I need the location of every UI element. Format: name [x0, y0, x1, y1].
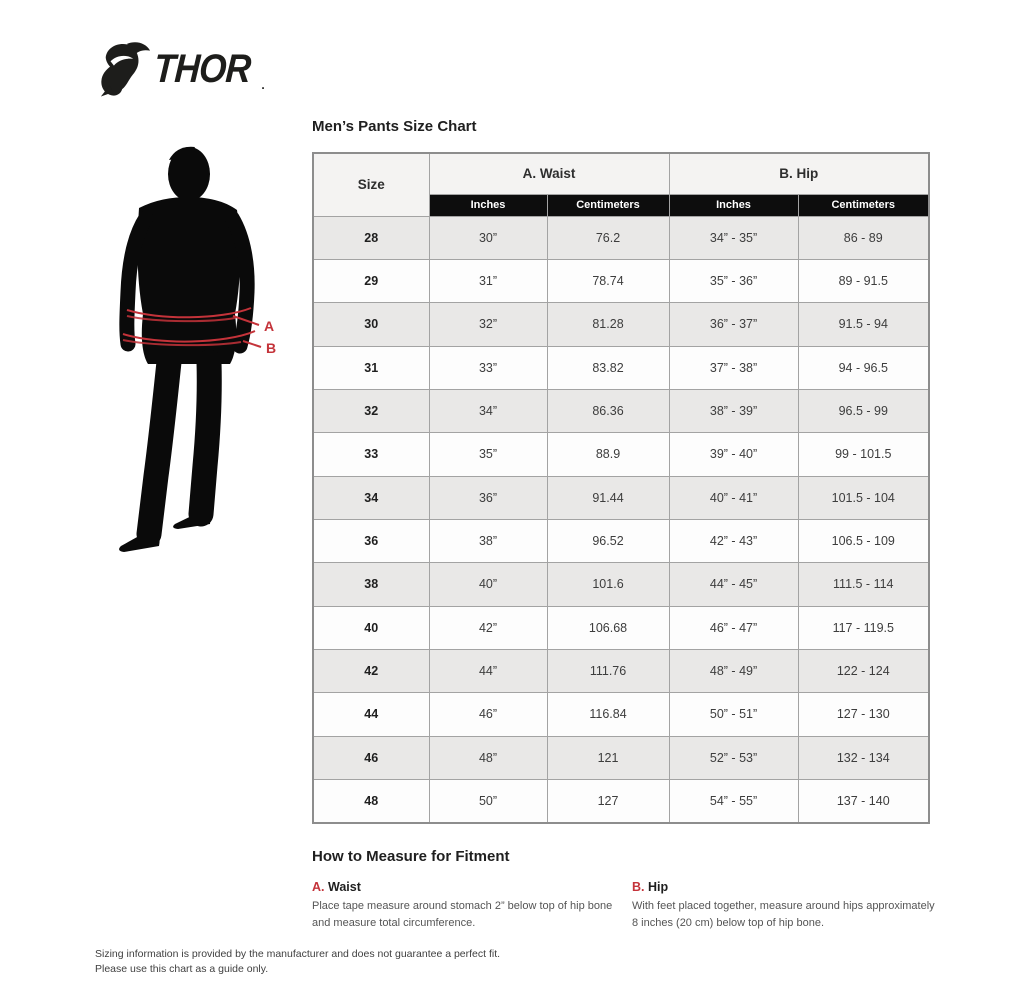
cell-waist-cm: 96.52: [547, 519, 669, 562]
cell-hip-in: 42” - 43”: [669, 519, 798, 562]
howto-section-title: How to Measure for Fitment: [312, 848, 510, 865]
cell-size: 34: [313, 476, 429, 519]
cell-waist-in: 38”: [429, 519, 547, 562]
cell-hip-in: 50” - 51”: [669, 693, 798, 736]
table-row: [313, 649, 929, 692]
cell-waist-in: 44”: [429, 649, 547, 692]
table-row: [313, 563, 929, 606]
cell-waist-cm: 91.44: [547, 476, 669, 519]
cell-hip-cm: 127 - 130: [798, 693, 929, 736]
cell-waist-cm: 83.82: [547, 346, 669, 389]
howto-waist-text: Place tape measure around stomach 2” below top of hip bone and measure total circumference.: [312, 900, 613, 929]
cell-waist-in: 48”: [429, 736, 547, 779]
cell-size: 28: [313, 216, 429, 259]
subheader-hip-inches: Inches: [669, 194, 798, 216]
cell-size: 38: [313, 563, 429, 606]
sizing-disclaimer: [95, 947, 500, 977]
cell-hip-in: 40” - 41”: [669, 476, 798, 519]
cell-hip-cm: 132 - 134: [798, 736, 929, 779]
table-row: [313, 303, 929, 346]
cell-hip-in: 48” - 49”: [669, 649, 798, 692]
logo-trademark-dot: .: [261, 78, 265, 92]
cell-waist-in: 40”: [429, 563, 547, 606]
cell-hip-cm: 101.5 - 104: [798, 476, 929, 519]
cell-hip-cm: 137 - 140: [798, 779, 929, 822]
subheader-waist-inches: Inches: [429, 194, 547, 216]
table-row: [313, 476, 929, 519]
thor-logo: [98, 40, 265, 98]
cell-hip-cm: 89 - 91.5: [798, 259, 929, 302]
cell-waist-in: 46”: [429, 693, 547, 736]
cell-size: 40: [313, 606, 429, 649]
cell-hip-cm: 86 - 89: [798, 216, 929, 259]
cell-hip-in: 44” - 45”: [669, 563, 798, 606]
cell-waist-in: 33”: [429, 346, 547, 389]
cell-size: 33: [313, 433, 429, 476]
cell-hip-in: 38” - 39”: [669, 389, 798, 432]
cell-waist-in: 34”: [429, 389, 547, 432]
cell-hip-in: 54” - 55”: [669, 779, 798, 822]
table-row: [313, 259, 929, 302]
cell-waist-cm: 106.68: [547, 606, 669, 649]
cell-hip-cm: 122 - 124: [798, 649, 929, 692]
cell-hip-cm: 111.5 - 114: [798, 563, 929, 606]
howto-waist-heading: [312, 880, 618, 894]
cell-hip-in: 39” - 40”: [669, 433, 798, 476]
cell-waist-cm: 116.84: [547, 693, 669, 736]
cell-hip-in: 36” - 37”: [669, 303, 798, 346]
cell-size: 29: [313, 259, 429, 302]
disclaimer-line-1: Sizing information is provided by the manufacturer and does not guarantee a perfect fit.: [95, 948, 501, 960]
cell-waist-in: 32”: [429, 303, 547, 346]
cell-hip-cm: 96.5 - 99: [798, 389, 929, 432]
table-row: [313, 779, 929, 822]
howto-hip-letter: B.: [632, 880, 645, 894]
table-row: [313, 736, 929, 779]
measurement-figure: [113, 144, 313, 559]
table-row: [313, 216, 929, 259]
cell-hip-in: 52” - 53”: [669, 736, 798, 779]
subheader-waist-centimeters: Centimeters: [547, 194, 669, 216]
cell-size: 46: [313, 736, 429, 779]
cell-size: 31: [313, 346, 429, 389]
male-silhouette-illustration: [113, 144, 313, 559]
cell-hip-cm: 94 - 96.5: [798, 346, 929, 389]
table-row: [313, 693, 929, 736]
table-body: [313, 216, 929, 823]
cell-waist-in: 36”: [429, 476, 547, 519]
subheader-hip-centimeters: Centimeters: [798, 194, 929, 216]
cell-hip-in: 35” - 36”: [669, 259, 798, 302]
cell-waist-cm: 88.9: [547, 433, 669, 476]
cell-hip-cm: 91.5 - 94: [798, 303, 929, 346]
cell-waist-cm: 81.28: [547, 303, 669, 346]
cell-hip-in: 46” - 47”: [669, 606, 798, 649]
howto-waist-name: Waist: [327, 880, 361, 894]
waist-label-a: A: [264, 318, 275, 334]
logo-wordmark: THOR: [152, 47, 252, 91]
page-title: Men’s Pants Size Chart: [312, 118, 477, 135]
cell-hip-cm: 99 - 101.5: [798, 433, 929, 476]
cell-waist-cm: 86.36: [547, 389, 669, 432]
cell-hip-in: 34” - 35”: [669, 216, 798, 259]
cell-size: 36: [313, 519, 429, 562]
cell-size: 30: [313, 303, 429, 346]
table-row: [313, 389, 929, 432]
table-row: [313, 346, 929, 389]
cell-hip-in: 37” - 38”: [669, 346, 798, 389]
table-row: [313, 606, 929, 649]
column-header-size: Size: [313, 153, 429, 216]
cell-waist-in: 30”: [429, 216, 547, 259]
table-row: [313, 519, 929, 562]
cell-waist-in: 42”: [429, 606, 547, 649]
table-row: [313, 433, 929, 476]
cell-waist-cm: 127: [547, 779, 669, 822]
howto-hip-name: Hip: [647, 880, 669, 894]
cell-waist-cm: 78.74: [547, 259, 669, 302]
cell-waist-cm: 121: [547, 736, 669, 779]
disclaimer-line-2: Please use this chart as a guide only.: [95, 963, 269, 976]
goat-head-icon: [98, 40, 152, 98]
cell-hip-cm: 117 - 119.5: [798, 606, 929, 649]
cell-waist-in: 35”: [429, 433, 547, 476]
column-group-hip: B. Hip: [669, 153, 929, 194]
column-group-waist: A. Waist: [429, 153, 669, 194]
cell-size: 44: [313, 693, 429, 736]
howto-item-waist: [312, 880, 618, 931]
howto-waist-letter: A.: [312, 880, 325, 894]
hip-label-b: B: [266, 340, 277, 356]
cell-waist-in: 50”: [429, 779, 547, 822]
cell-waist-cm: 76.2: [547, 216, 669, 259]
cell-size: 32: [313, 389, 429, 432]
cell-waist-in: 31”: [429, 259, 547, 302]
howto-hip-heading: [632, 880, 938, 894]
table-group-header-row: [313, 153, 929, 194]
howto-item-hip: [632, 880, 938, 931]
cell-size: 48: [313, 779, 429, 822]
cell-size: 42: [313, 649, 429, 692]
howto-hip-text: With feet placed together, measure around hips approximately 8 inches (20 cm) below top of hip bone.: [632, 900, 935, 929]
cell-waist-cm: 101.6: [547, 563, 669, 606]
cell-waist-cm: 111.76: [547, 649, 669, 692]
cell-hip-cm: 106.5 - 109: [798, 519, 929, 562]
size-chart-table: [312, 152, 930, 824]
